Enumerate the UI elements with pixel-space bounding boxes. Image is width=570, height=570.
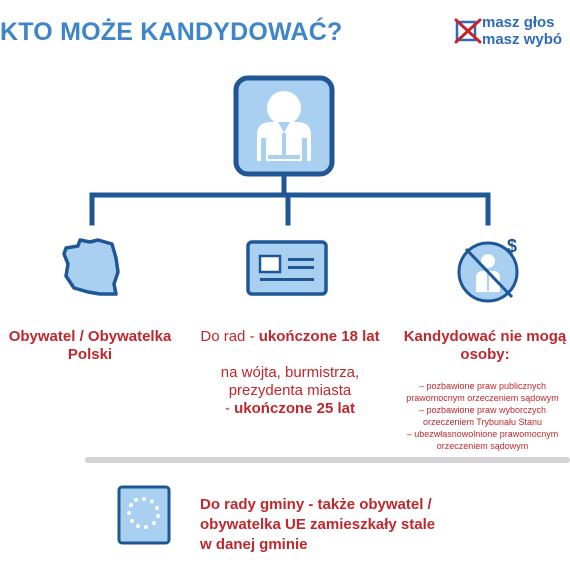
- age-council-prefix: Do rad -: [200, 328, 259, 345]
- person-icon: [233, 75, 335, 177]
- excluded-item: – pozbawione praw wyborczych orzeczeniem Trybunału Stanu: [418, 405, 547, 427]
- excluded-heading-text: Kandydować nie mogą osoby:: [403, 328, 567, 363]
- eu-flag-icon: [117, 485, 171, 545]
- citizen-label-text: Obywatel / Obywatelka Polski: [8, 328, 172, 363]
- logo-line-2: masz wybó: [482, 31, 563, 48]
- logo-text: [482, 14, 562, 48]
- id-card-icon: [246, 240, 328, 296]
- poland-map-icon: [60, 236, 124, 300]
- excluded-list: [395, 380, 570, 452]
- eu-note: Do rady gminy - także obywatel / obywatelka UE zamieszkały stale w danej gminie: [200, 496, 436, 553]
- age-mayor-prefix: -: [224, 400, 235, 417]
- age-council-value: ukończone 18 lat: [258, 328, 380, 345]
- citizen-label: [0, 328, 180, 364]
- svg-text:$: $: [507, 236, 518, 256]
- logo-line-1: masz głos: [482, 14, 555, 31]
- divider: [85, 457, 570, 463]
- excluded-heading: [400, 328, 570, 364]
- ballot-logo-icon: [454, 16, 482, 44]
- page-title: KTO MOŻE KANDYDOWAĆ?: [0, 18, 343, 46]
- age-requirement-council: [190, 328, 390, 346]
- excluded-item: – pozbawione praw publicznych prawomocnym orzeczeniem sądowym: [406, 381, 559, 403]
- logo: [452, 14, 570, 54]
- excluded-item: – ubezwłasnowolnione prawomocnym orzeczeniem sądowym: [406, 429, 559, 451]
- age-mayor-roles: na wójta, burmistrza, prezydenta miasta: [220, 364, 360, 399]
- age-requirement-mayor: [210, 364, 370, 418]
- connector-lines: [80, 175, 500, 230]
- crossed-person-icon: [452, 234, 528, 306]
- age-mayor-value: ukończone 25 lat: [234, 400, 356, 417]
